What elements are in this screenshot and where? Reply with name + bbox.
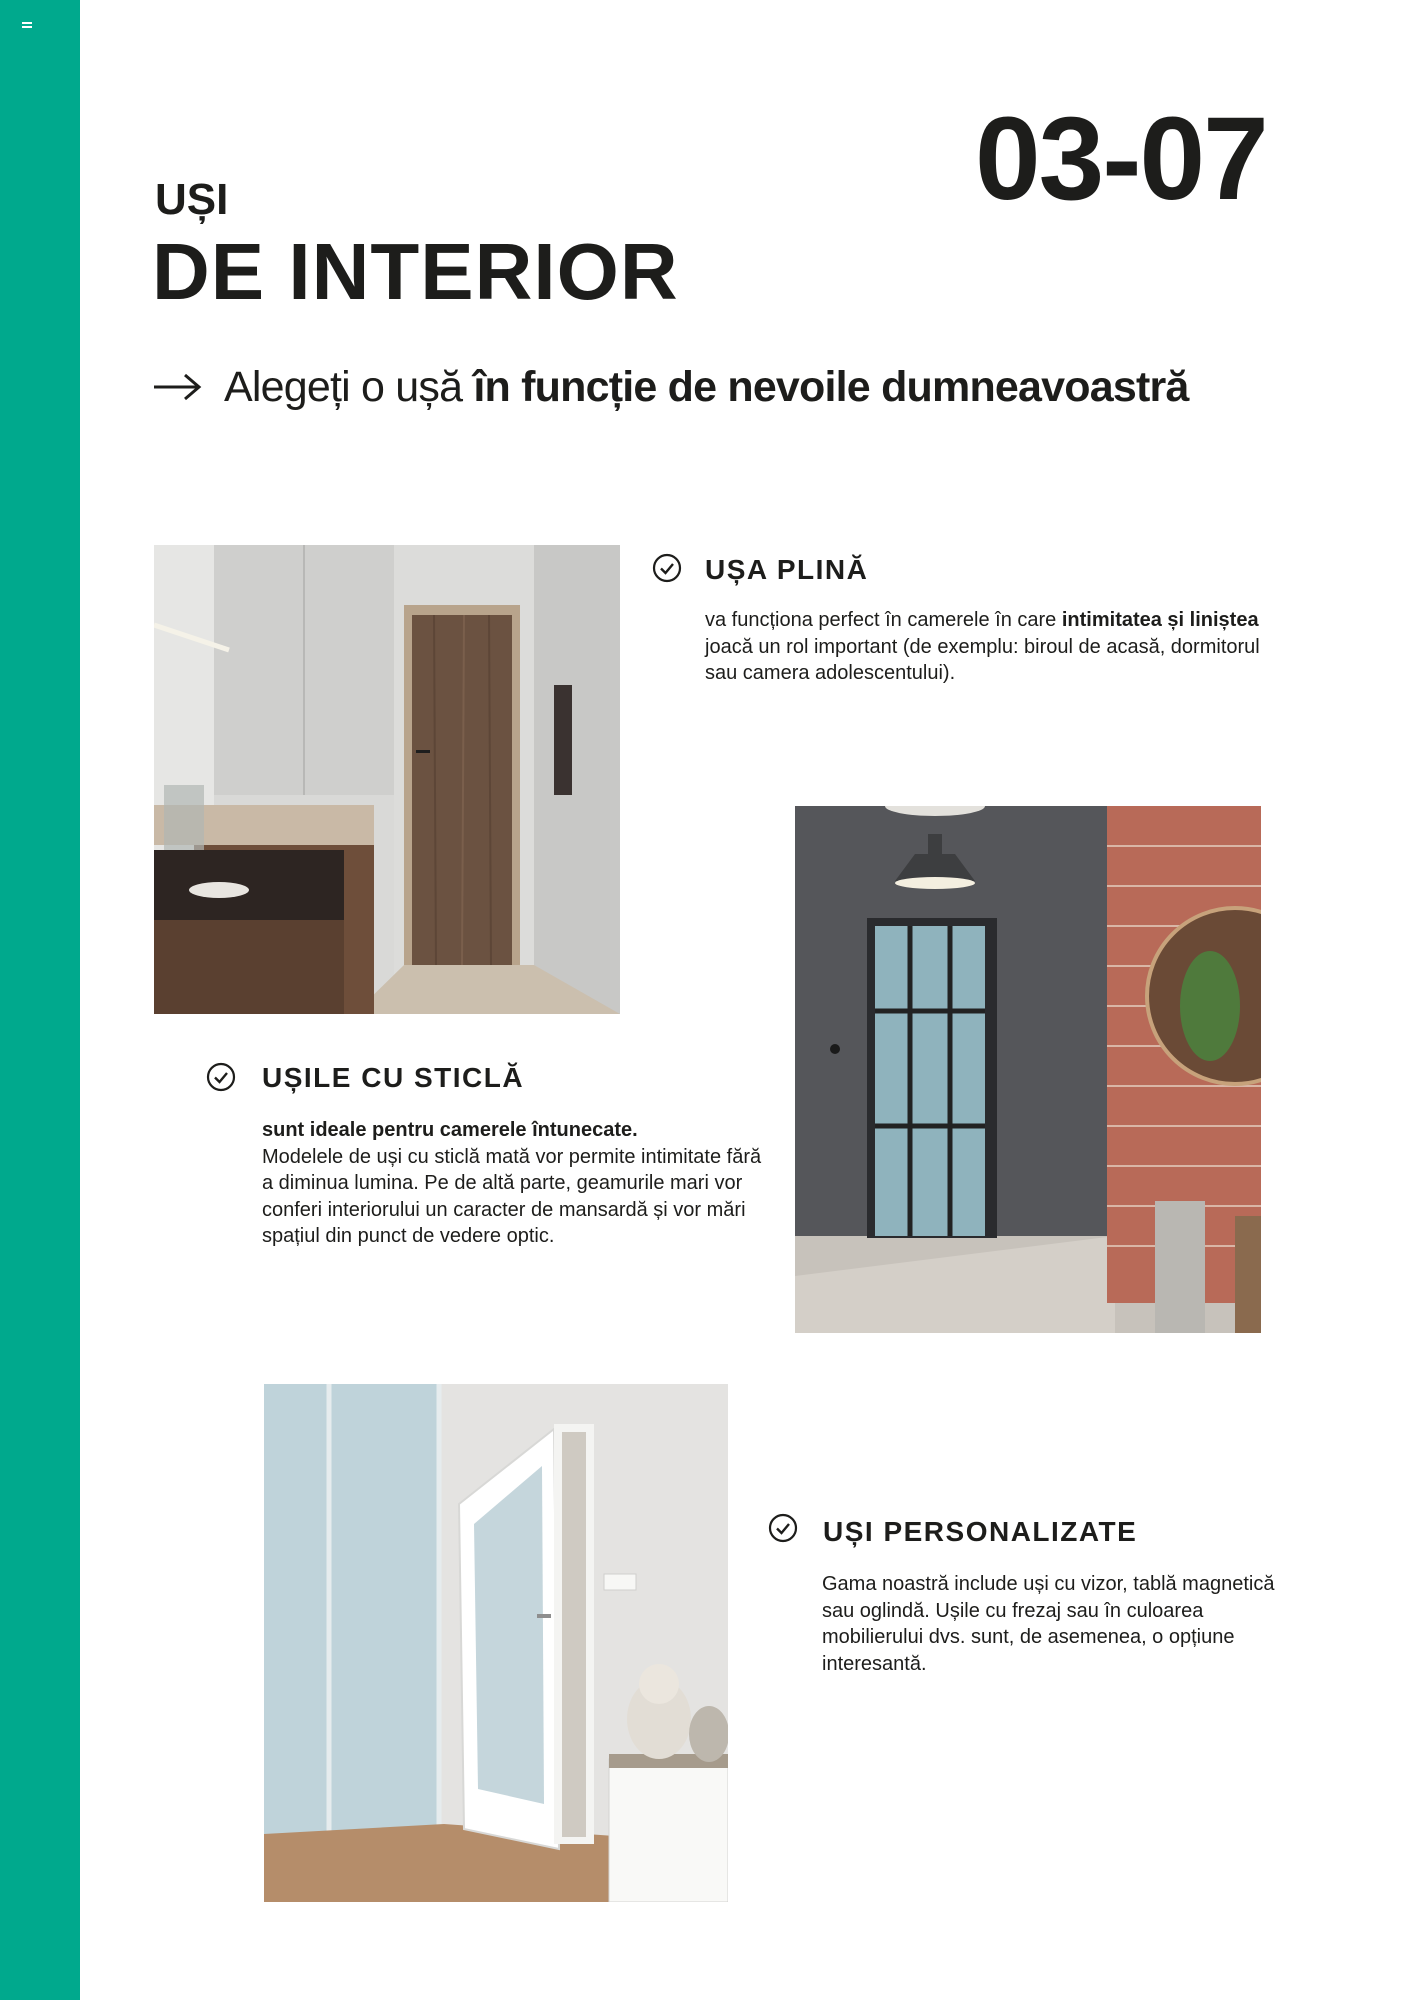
- section-text-glass-doors: sunt ideale pentru camerele întunecate. Modelele de uși cu sticlă mată vor permite intimitate fără a diminua lumina. Pe de altă parte, geamurile mari vor conferi interiorului un caracter de mansardă și vor mări spațiul din punct de vedere optic.: [262, 1119, 762, 1247]
- menu-icon[interactable]: [22, 22, 32, 30]
- page-title-small: UȘI: [155, 175, 229, 224]
- page-subtitle: [152, 363, 1189, 411]
- arrow-right-icon: [152, 373, 202, 401]
- photo-custom-doors: [264, 1384, 728, 1902]
- section-heading-glass-doors: UȘILE CU STICLĂ: [262, 1062, 525, 1093]
- photo-solid-door: [154, 545, 620, 1014]
- section-text-solid-door: va funcționa perfect în camerele în care intimitatea și liniștea joacă un rol important (de exemplu: biroul de acasă, dormitorul sau camera adolescentului).: [705, 609, 1260, 684]
- section-heading-custom-doors: UȘI PERSONALIZATE: [823, 1516, 1138, 1547]
- check-circle-icon: [652, 553, 682, 583]
- page-number: 03-07: [975, 93, 1267, 225]
- check-circle-icon: [206, 1062, 236, 1092]
- check-circle-icon: [768, 1513, 798, 1543]
- subtitle-normal: Alegeți o ușă: [224, 363, 474, 411]
- side-accent-bar: [0, 0, 80, 2000]
- section-text-custom-doors: Gama noastră include uși cu vizor, tablă magnetică sau oglindă. Ușile cu frezaj sau în culoarea mobilierului dvs. sunt, de asemenea, o opțiune interesantă.: [822, 1573, 1275, 1675]
- page-title-large: DE INTERIOR: [152, 227, 679, 316]
- subtitle-bold: în funcție de nevoile dumneavoastră: [473, 363, 1189, 411]
- section-heading-solid-door: UȘA PLINĂ: [705, 554, 869, 585]
- photo-glass-door: [795, 806, 1261, 1333]
